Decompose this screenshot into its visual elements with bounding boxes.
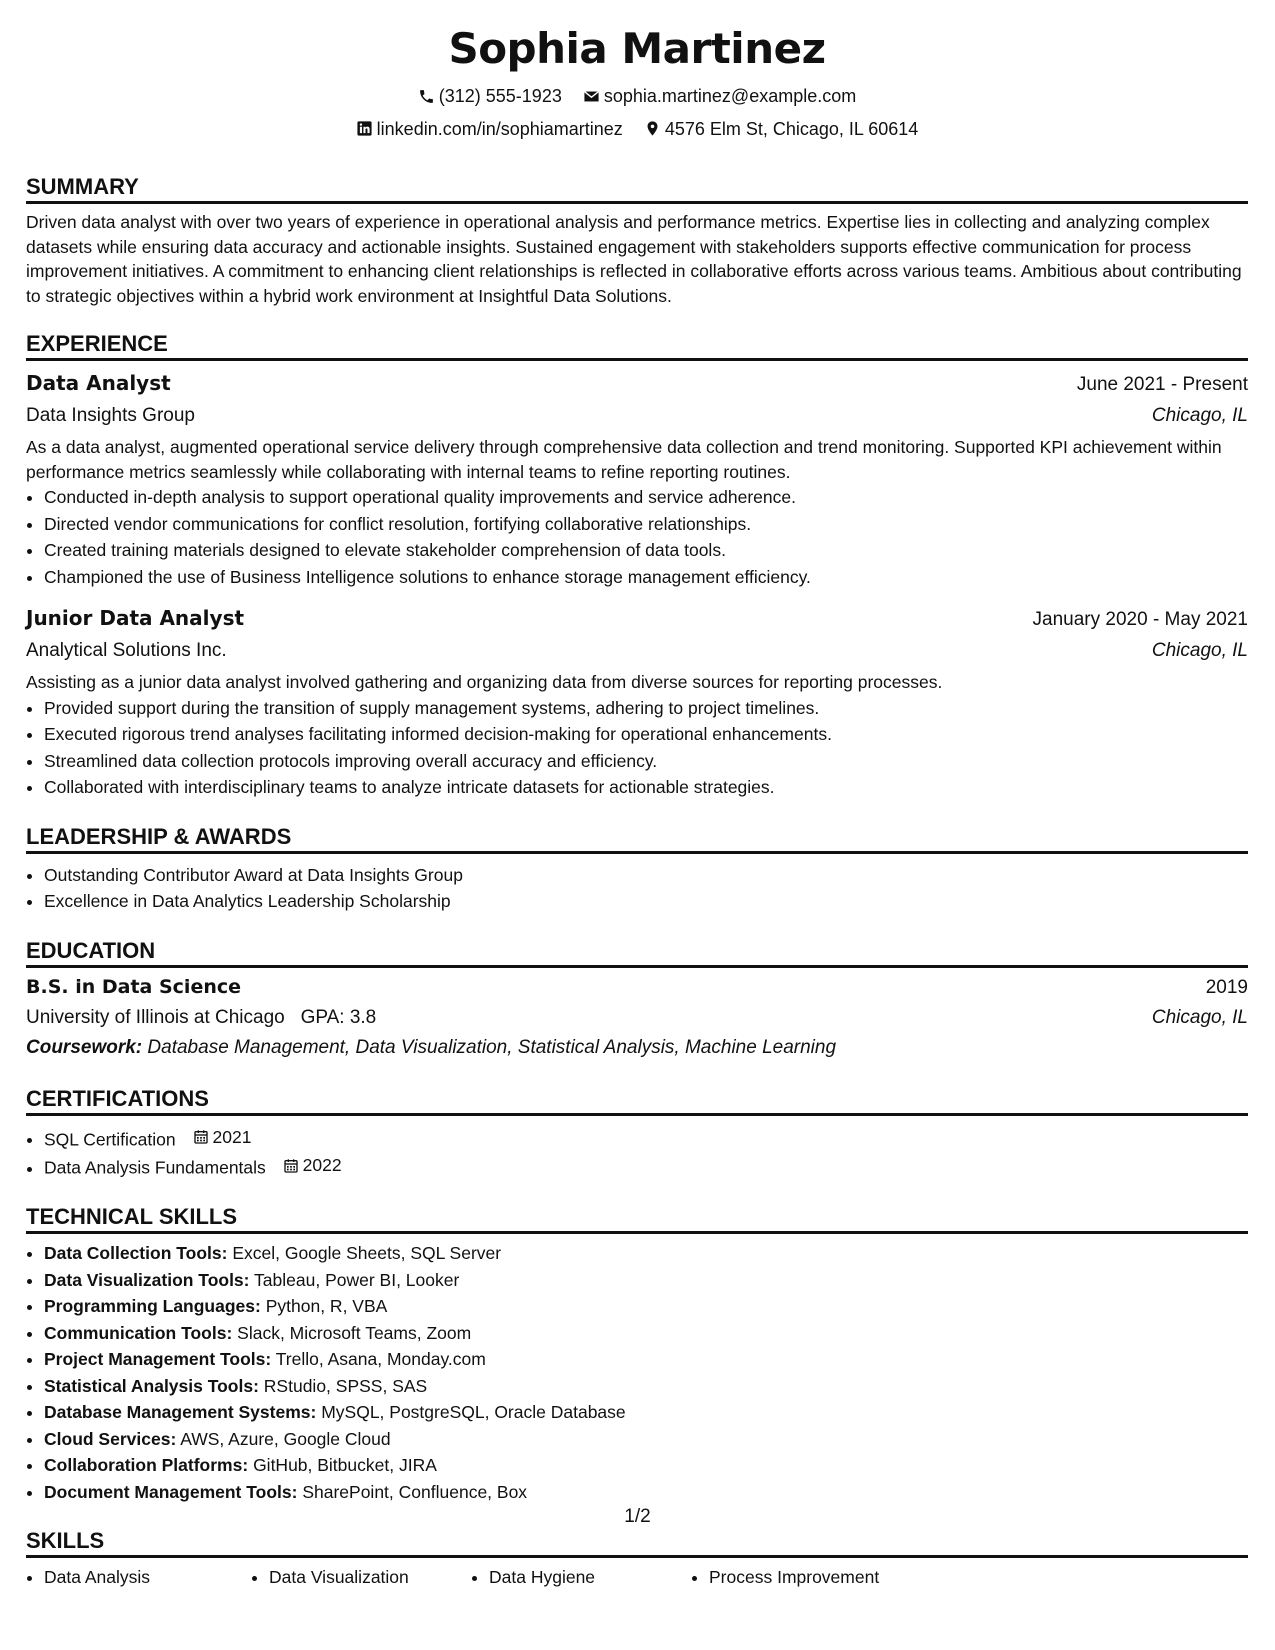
section-title-experience: EXPERIENCE <box>26 330 1248 361</box>
list-item: • Provided support during the transition of supply management systems, adhering to project timelines. <box>44 695 1248 722</box>
list-item: • Executed rigorous trend analyses facilitating informed decision-making for operational enhancements. <box>44 721 1248 748</box>
certifications-list <box>26 1124 1248 1182</box>
address-text: 4576 Elm St, Chicago, IL 60614 <box>664 118 919 139</box>
job-description: As a data analyst, augmented operational service delivery through comprehensive data collection and trend monitoring. Supported KPI achievement within performance metrics seamlessly while collaborating with internal teams to refine reporting routines. <box>26 437 1222 482</box>
job-title: Data Analyst <box>26 371 171 395</box>
phone-text: (312) 555-1923 <box>438 86 562 106</box>
phone-contact <box>418 84 562 108</box>
list-item: • Excellence in Data Analytics Leadership Scholarship <box>44 888 1248 915</box>
list-item <box>44 1452 1248 1479</box>
coursework-label: Coursework: <box>26 1036 143 1058</box>
section-title-technical-skills: TECHNICAL SKILLS <box>26 1203 1248 1234</box>
linkedin-contact[interactable] <box>356 117 623 141</box>
skills-list <box>26 1564 1248 1591</box>
skill-values: AWS, Azure, Google Cloud <box>180 1428 391 1449</box>
awards-list <box>26 862 1248 915</box>
company-name: Analytical Solutions Inc. <box>26 640 227 661</box>
section-title-education: EDUCATION <box>26 937 1248 968</box>
linkedin-icon <box>356 120 373 137</box>
linkedin-text: linkedin.com/in/sophiamartinez <box>376 118 623 139</box>
address-contact <box>644 117 919 141</box>
skill-category: Document Management Tools: <box>44 1481 298 1502</box>
list-item: • Created training materials designed to elevate stakeholder comprehension of data tools. <box>44 537 1248 564</box>
company-name: Data Insights Group <box>26 405 195 426</box>
skill-values: Slack, Microsoft Teams, Zoom <box>237 1322 472 1343</box>
calendar-icon <box>283 1158 299 1174</box>
skill-category: Data Collection Tools: <box>44 1243 228 1263</box>
degree: B.S. in Data Science <box>26 975 242 998</box>
phone-icon <box>418 88 435 105</box>
cert-name: Data Analysis Fundamentals <box>44 1157 266 1178</box>
skill-category: Data Visualization Tools: <box>44 1269 250 1290</box>
email-text: sophia.martinez@example.com <box>603 86 857 106</box>
list-item <box>44 1267 1248 1294</box>
skill-category: Programming Languages: <box>44 1296 261 1316</box>
email-contact[interactable] <box>583 84 856 108</box>
calendar-icon <box>193 1129 209 1145</box>
resume-page <box>26 20 1248 1591</box>
job-date: June 2021 - Present <box>1076 374 1248 395</box>
list-item <box>44 1346 1248 1373</box>
cert-year: 2021 <box>212 1126 252 1147</box>
list-item <box>44 1373 1248 1400</box>
list-item: • Conducted in-depth analysis to support operational quality improvements and service adherence. <box>44 484 1248 511</box>
list-item: • Outstanding Contributor Award at Data Insights Group <box>44 862 1248 889</box>
list-item <box>44 1320 1248 1347</box>
list-item <box>44 1399 1248 1426</box>
list-item <box>44 1124 1248 1153</box>
skill-category: Cloud Services: <box>44 1428 177 1449</box>
cert-year: 2022 <box>302 1155 342 1176</box>
experience-section <box>26 330 1248 801</box>
job-location: Chicago, IL <box>1151 405 1248 426</box>
skill-category: Statistical Analysis Tools: <box>44 1375 259 1396</box>
list-item: • Data Hygiene <box>489 1564 709 1591</box>
list-item: • Process Improvement <box>709 1564 969 1591</box>
list-item <box>44 1479 1248 1506</box>
candidate-name: Sophia Martinez <box>448 24 826 73</box>
job-bullets <box>26 484 1248 590</box>
school-line <box>26 1003 376 1033</box>
section-title-certifications: CERTIFICATIONS <box>26 1085 1248 1116</box>
awards-section <box>26 823 1248 915</box>
list-item <box>44 1240 1248 1267</box>
skill-values: Python, R, VBA <box>265 1296 388 1316</box>
job-title: Junior Data Analyst <box>26 606 245 630</box>
list-item: • Data Analysis <box>44 1564 269 1591</box>
job-location: Chicago, IL <box>1151 640 1248 661</box>
list-item: • Championed the use of Business Intelligence solutions to enhance storage management efficiency. <box>44 564 1248 591</box>
section-title-summary: SUMMARY <box>26 173 1248 204</box>
coursework-list: Database Management, Data Visualization, Statistical Analysis, Machine Learning <box>147 1036 837 1058</box>
map-pin-icon <box>644 120 661 137</box>
list-item: • Directed vendor communications for conflict resolution, fortifying collaborative relationships. <box>44 511 1248 538</box>
list-item <box>44 1152 1248 1181</box>
envelope-icon <box>583 88 600 105</box>
job-entry <box>26 367 1248 590</box>
skill-values: Tableau, Power BI, Looker <box>254 1269 460 1290</box>
skill-values: GitHub, Bitbucket, JIRA <box>253 1455 437 1475</box>
school-name: University of Illinois at Chicago <box>26 1006 285 1028</box>
graduation-year: 2019 <box>1205 976 1248 998</box>
certifications-section <box>26 1085 1248 1182</box>
skills-section <box>26 1527 1248 1591</box>
skill-values: MySQL, PostgreSQL, Oracle Database <box>321 1402 626 1422</box>
education-section <box>26 937 1248 1063</box>
gpa: GPA: 3.8 <box>300 1006 377 1028</box>
school-location: Chicago, IL <box>1151 1006 1248 1028</box>
contact-row-1 <box>26 84 1248 111</box>
page-number: 1/2 <box>624 1506 651 1527</box>
technical-skills-section <box>26 1203 1248 1505</box>
section-title-awards: LEADERSHIP & AWARDS <box>26 823 1248 854</box>
skill-values: SharePoint, Confluence, Box <box>302 1481 528 1502</box>
technical-skills-list <box>26 1240 1248 1505</box>
skill-values: Trello, Asana, Monday.com <box>275 1349 486 1369</box>
coursework <box>26 1033 1248 1063</box>
summary-text: Driven data analyst with over two years of experience in operational analysis and performance metrics. Expertise lies in collecting and analyzing complex datasets while ensuring data accuracy and actionable insights. Sustained engagement with stakeholders supports effective communication for process improvement initiatives. A commitment to enhancing client relationships is reflected in collaborative efforts across various teams. Ambitious about contributing to strategic objectives within a hybrid work environment at Insightful Data Solutions. <box>26 212 1242 306</box>
skill-category: Collaboration Platforms: <box>44 1455 249 1475</box>
skill-category: Project Management Tools: <box>44 1349 272 1369</box>
contact-row-2 <box>26 117 1248 144</box>
skill-category: Communication Tools: <box>44 1322 233 1343</box>
skill-category: Database Management Systems: <box>44 1402 317 1422</box>
summary-section <box>26 173 1248 308</box>
section-title-skills: SKILLS <box>26 1527 1248 1558</box>
job-bullets <box>26 695 1248 801</box>
job-description: Assisting as a junior data analyst involved gathering and organizing data from diverse sources for reporting processes. <box>26 672 943 692</box>
list-item <box>44 1293 1248 1320</box>
job-date: January 2020 - May 2021 <box>1032 609 1248 630</box>
list-item: • Data Visualization <box>269 1564 489 1591</box>
skill-values: RStudio, SPSS, SAS <box>263 1375 428 1396</box>
list-item: • Collaborated with interdisciplinary teams to analyze intricate datasets for actionable strategies. <box>44 774 1248 801</box>
job-entry <box>26 602 1248 801</box>
list-item: • Streamlined data collection protocols improving overall accuracy and efficiency. <box>44 748 1248 775</box>
cert-name: SQL Certification <box>44 1128 176 1149</box>
list-item <box>44 1426 1248 1453</box>
skill-values: Excel, Google Sheets, SQL Server <box>232 1243 502 1263</box>
